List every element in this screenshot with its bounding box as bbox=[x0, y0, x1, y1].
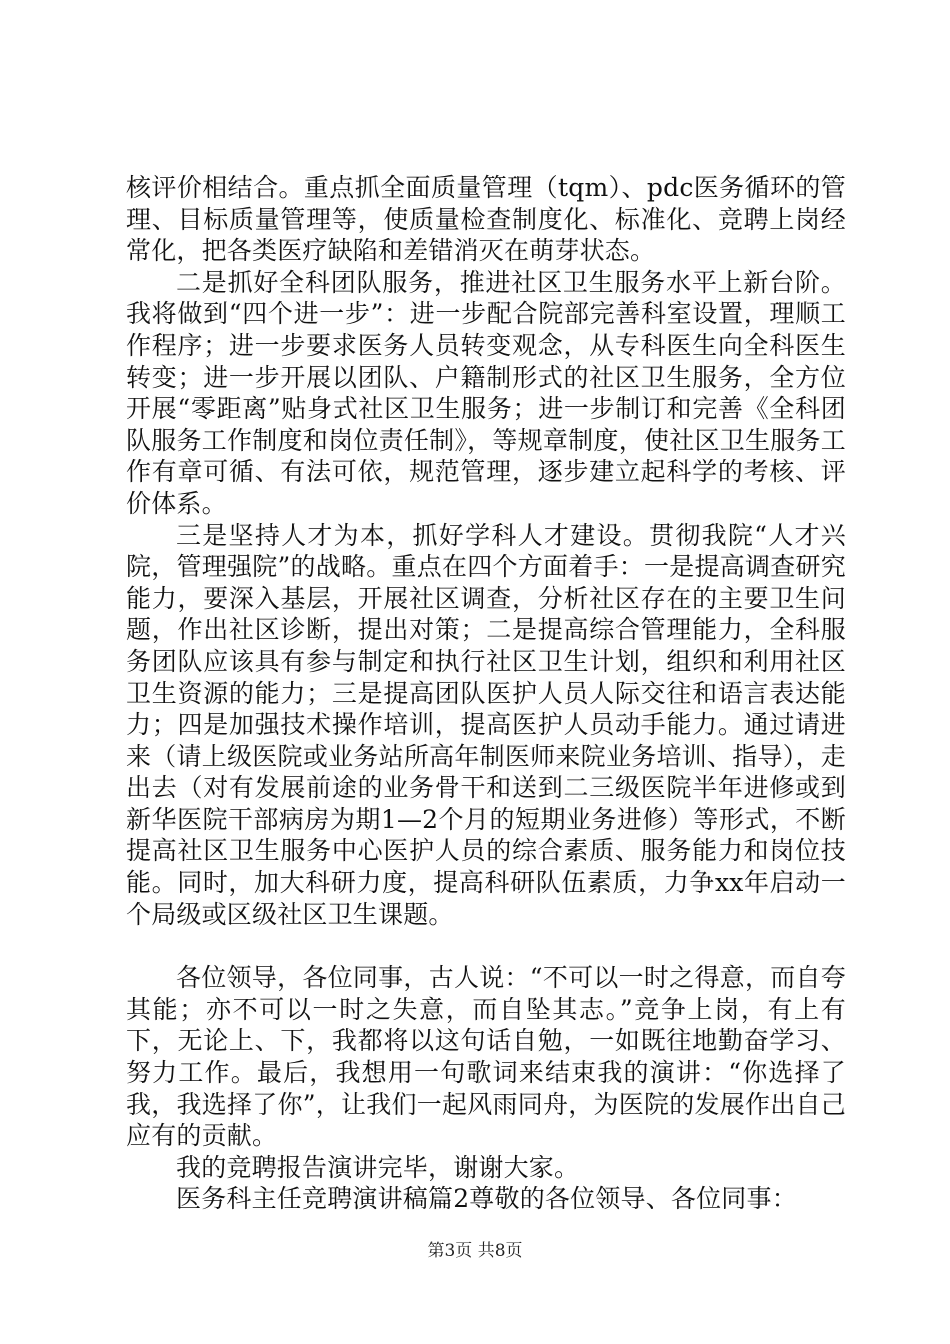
paragraph-closing-remarks: 各位领导，各位同事，古人说：“不可以一时之得意，而自夸其能；亦不可以一时之失意，而自坠其志。”竞争上岗，有上有下，无论上、下，我都将以这句话自勉，一如既往地勤奋学习、努力工作。最后，我想用一句歌词来结束我的演讲：“你选择了我，我选择了你”，让我们一起风雨同舟，为医院的发展作出自己应有的贡献。 bbox=[126, 963, 846, 1151]
paragraph-team-service: 二是抓好全科团队服务，推进社区卫生服务水平上新台阶。我将做到“四个进一步”：进一步配合院部完善科室设置，理顺工作程序；进一步要求医务人员转变观念，从专科医生向全科医生转变；进一步开展以团队、户籍制形式的社区卫生服务，全方位开展“零距离”贴身式社区卫生服务；进一步制订和完善《全科团队服务工作制度和岗位责任制》，等规章制度，使社区卫生服务工作有章可循、有法可依，规范管理，逐步建立起科学的考核、评价体系。 bbox=[126, 267, 846, 518]
paragraph-thanks: 我的竞聘报告演讲完毕，谢谢大家。 bbox=[176, 1152, 580, 1182]
paragraph-quality-management: 核评价相结合。重点抓全面质量管理（tqm）、pdc医务循环的管理、目标质量管理等，使质量检查制度化、标准化、竞聘上岗经常化，把各类医疗缺陷和差错消灭在萌芽状态。 bbox=[126, 173, 846, 266]
page-number-footer: 第3页 共8页 bbox=[427, 1241, 523, 1261]
document-body bbox=[126, 172, 846, 1215]
paragraph-talent-building: 三是坚持人才为本，抓好学科人才建设。贯彻我院“人才兴院，管理强院”的战略。重点在四个方面着手：一是提高调查研究能力，要深入基层，开展社区调查，分析社区存在的主要卫生问题，作出社区诊断，提出对策；二是提高综合管理能力，全科服务团队应该具有参与制定和执行社区卫生计划，组织和利用社区卫生资源的能力；三是提高团队医护人员人际交往和语言表达能力；四是加强技术操作培训，提高医护人员动手能力。通过请进来（请上级医院或业务站所高年制医师来院业务培训、指导），走出去（对有发展前途的业务骨干和送到二三级医院半年进修或到新华医院干部病房为期1—2个月的短期业务进修）等形式，不断提高社区卫生服务中心医护人员的综合素质、服务能力和岗位技能。同时，加大科研力度，提高科研队伍素质，力争xx年启动一个局级或区级社区卫生课题。 bbox=[126, 520, 846, 929]
paragraph-spacer bbox=[126, 930, 846, 962]
paragraph-next-speech-heading: 医务科主任竞聘演讲稿篇2尊敬的各位领导、各位同事： bbox=[176, 1184, 797, 1214]
